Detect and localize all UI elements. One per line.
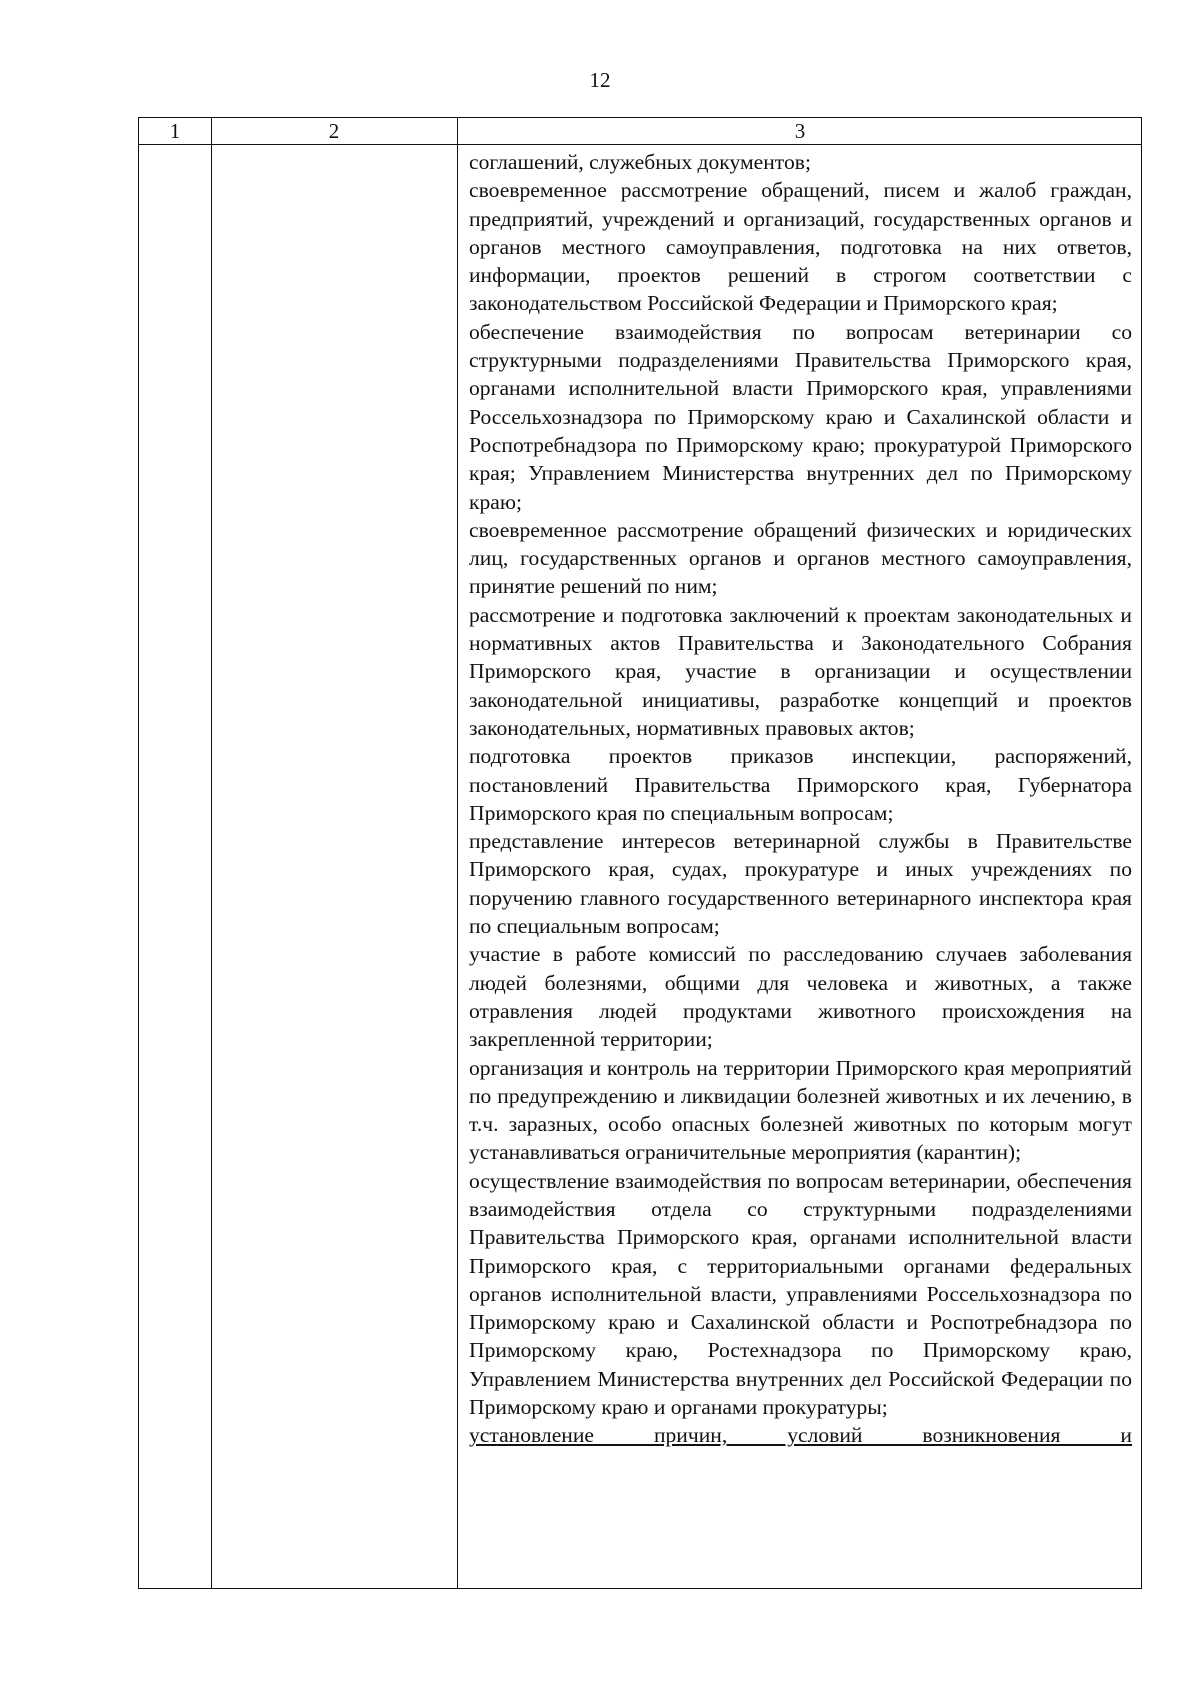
duty-paragraph: представление интересов ветеринарной службы в Правительстве Приморского края, судах, прокуратуре и иных учреждениях по поручению главного государственного ветеринарного инспектора края по специальным вопросам; (469, 829, 1132, 939)
duty-paragraph: участие в работе комиссий по расследованию случаев заболевания людей болезнями, общими для человека и животных, а также отравления людей продуктами животного происхождения на закрепленной территории; (469, 942, 1132, 1052)
duty-paragraph: соглашений, служебных документов; (469, 150, 811, 174)
column-header-3: 3 (794, 119, 806, 143)
column-header-1: 1 (169, 119, 181, 143)
duty-paragraph-continued: установление причин, условий возникновения и (469, 1423, 1132, 1448)
duties-table (138, 117, 1142, 1589)
duty-paragraph: своевременное рассмотрение обращений физических и юридических лиц, государственных органов и органов местного самоуправления, принятие решений по ним; (469, 517, 1132, 599)
column-3-content (469, 148, 1132, 1450)
column-divider-2 (457, 118, 458, 1588)
duty-paragraph: подготовка проектов приказов инспекции, распоряжений, постановлений Правительства Приморского края, Губернатора Приморского края по специальным вопросам; (469, 744, 1132, 825)
duty-paragraph: рассмотрение и подготовка заключений к проектам законодательных и нормативных актов Правительства и Законодательного Собрания Приморского края, участие в организации и осуществлении законодательной инициативы, разработке концепций и проектов законодательных, нормативных правовых актов; (469, 602, 1132, 740)
column-divider-1 (211, 118, 212, 1588)
duty-paragraph: осуществление взаимодействия по вопросам ветеринарии, обеспечения взаимодействия отдела со структурными подразделениями Правительства Приморского края, органами исполнительной власти Приморского края, с территориальными органами федеральных органов исполнительной власти, управлениями Россельхознадзора по Приморскому краю и Сахалинской области и Роспотребнадзора по Приморскому краю, Ростехнадзора по Приморскому краю, Управлением Министерства внутренних дел Российской Федерации по Приморскому краю и органами прокуратуры; (469, 1168, 1132, 1420)
column-header-2: 2 (328, 119, 340, 143)
duty-paragraph: организация и контроль на территории Приморского края мероприятий по предупреждению и ликвидации болезней животных и их лечению, в т.ч. заразных, особо опасных болезней животных по которым могут устанавливаться ограничительные мероприятия (карантин); (469, 1055, 1132, 1165)
page-number: 12 (589, 68, 611, 92)
header-row-divider (139, 144, 1141, 145)
duty-paragraph: своевременное рассмотрение обращений, писем и жалоб граждан, предприятий, учреждений и организаций, государственных органов и органов местного самоуправления, подготовка на них ответов, информации, проектов решений в строгом соответствии с законодательством Российской Федерации и Приморского края; (469, 178, 1132, 316)
duty-paragraph: обеспечение взаимодействия по вопросам ветеринарии со структурными подразделениями Правительства Приморского края, органами исполнительной власти Приморского края, управлениями Россельхознадзора по Приморскому краю и Сахалинской области и Роспотребнадзора по Приморскому краю; прокуратурой Приморского края; Управлением Министерства внутренних дел по Приморскому краю; (469, 319, 1132, 514)
